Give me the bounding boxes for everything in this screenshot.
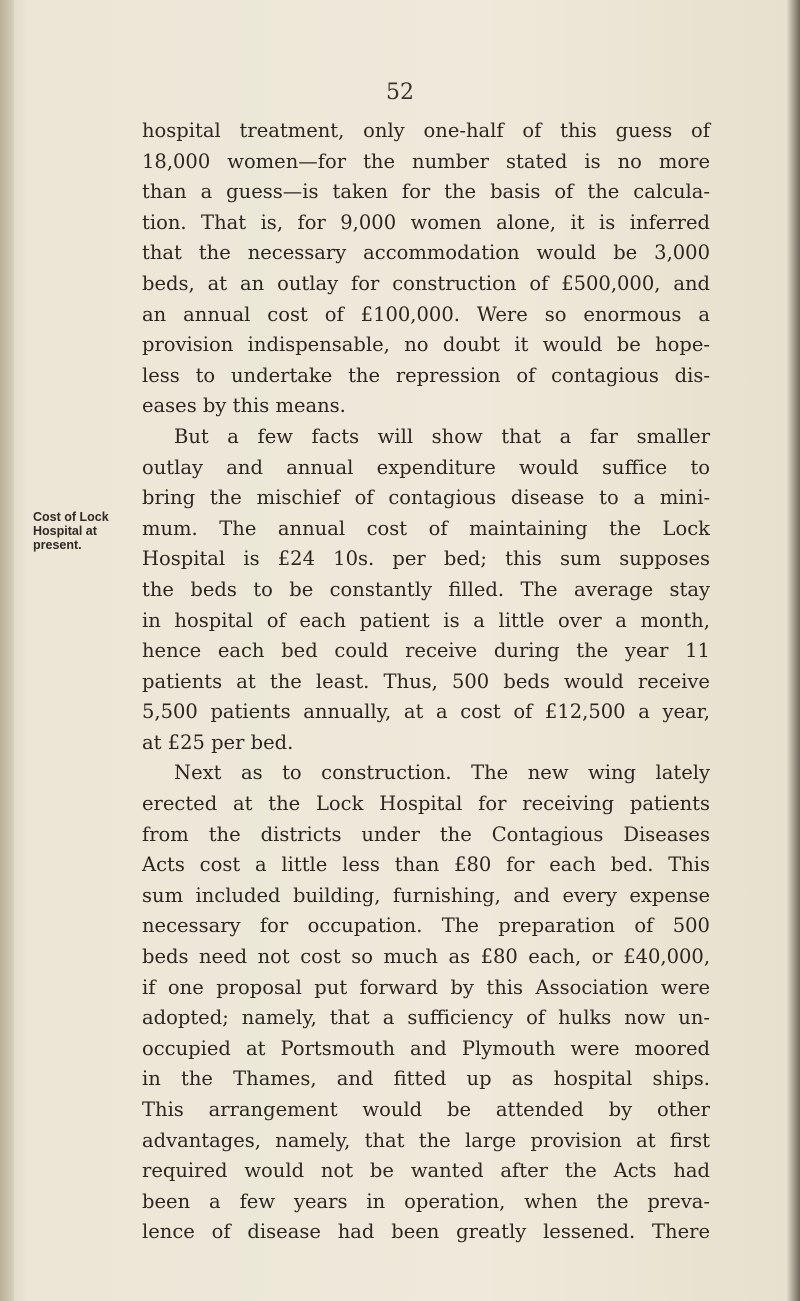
page-edge-shadow xyxy=(786,0,800,1301)
text-line: than a guess—is taken for the basis of the calcula- xyxy=(142,180,710,204)
page-gutter-shadow xyxy=(0,0,14,1301)
text-line: 5,500 patients annually, at a cost of £12,500 a year, xyxy=(142,700,711,724)
margin-note xyxy=(33,510,131,552)
text-line: eases by this means. xyxy=(142,394,346,418)
text-line: 18,000 women—for the number stated is no more xyxy=(142,149,711,173)
margin-note-line: Cost of Lock xyxy=(33,510,109,524)
text-line: an annual cost of £100,000. Were so enormous a xyxy=(142,302,710,326)
page-number: 52 xyxy=(386,80,414,105)
text-line: in hospital of each patient is a little over a month, xyxy=(142,608,710,632)
body-text xyxy=(142,116,710,1248)
text-line: Next as to construction. The new wing lately xyxy=(174,761,710,785)
text-line: hospital treatment, only one-half of this guess of xyxy=(142,119,711,142)
text-line: been a few years in operation, when the preva- xyxy=(142,1189,710,1213)
text-line: required would not be wanted after the Acts had xyxy=(142,1159,711,1183)
text-line: hence each bed could receive during the year 11 xyxy=(142,639,710,663)
text-line: But a few facts will show that a far smaller xyxy=(174,424,711,448)
text-line: erected at the Lock Hospital for receiving patients xyxy=(142,792,711,816)
text-line: adopted; namely, that a sufficiency of hulks now un- xyxy=(142,1006,710,1030)
text-line: This arrangement would be attended by other xyxy=(142,1098,710,1121)
text-line: mum. The annual cost of maintaining the Lock xyxy=(142,516,710,540)
text-line: the beds to be constantly filled. The average stay xyxy=(142,577,711,601)
text-line: advantages, namely, that the large provision at first xyxy=(142,1128,710,1152)
text-line: beds, at an outlay for construction of £500,000, and xyxy=(142,271,711,295)
text-line: occupied at Portsmouth and Plymouth were moored xyxy=(142,1036,710,1060)
text-line: lence of disease had been greatly lessened. There xyxy=(142,1220,710,1244)
margin-note-line: Hospital at xyxy=(33,524,97,538)
text-line: at £25 per bed. xyxy=(142,730,294,754)
text-line: sum included building, furnishing, and every expense xyxy=(142,883,711,907)
text-line: in the Thames, and fitted up as hospital ships. xyxy=(142,1067,711,1091)
text-line: Hospital is £24 10s. per bed; this sum supposes xyxy=(142,547,711,571)
text-line: beds need not cost so much as £80 each, or £40,000, xyxy=(142,945,711,969)
text-line: tion. That is, for 9,000 women alone, it is inferred xyxy=(142,210,710,234)
text-line: that the necessary accommodation would be 3,000 xyxy=(142,241,710,265)
text-line: less to undertake the repression of contagious dis- xyxy=(142,363,710,387)
text-line: bring the mischief of contagious disease to a mini- xyxy=(142,486,711,510)
text-line: outlay and annual expenditure would suffice to xyxy=(142,455,711,479)
text-line: from the districts under the Contagious Diseases xyxy=(142,822,710,846)
text-line: necessary for occupation. The preparation of 500 xyxy=(142,914,710,938)
text-line: patients at the least. Thus, 500 beds would receive xyxy=(142,669,710,693)
text-line: if one proposal put forward by this Association were xyxy=(142,975,711,999)
margin-note-line: present. xyxy=(33,538,82,552)
text-line: provision indispensable, no doubt it would be hope- xyxy=(142,333,711,357)
text-line: Acts cost a little less than £80 for each bed. This xyxy=(142,853,711,877)
